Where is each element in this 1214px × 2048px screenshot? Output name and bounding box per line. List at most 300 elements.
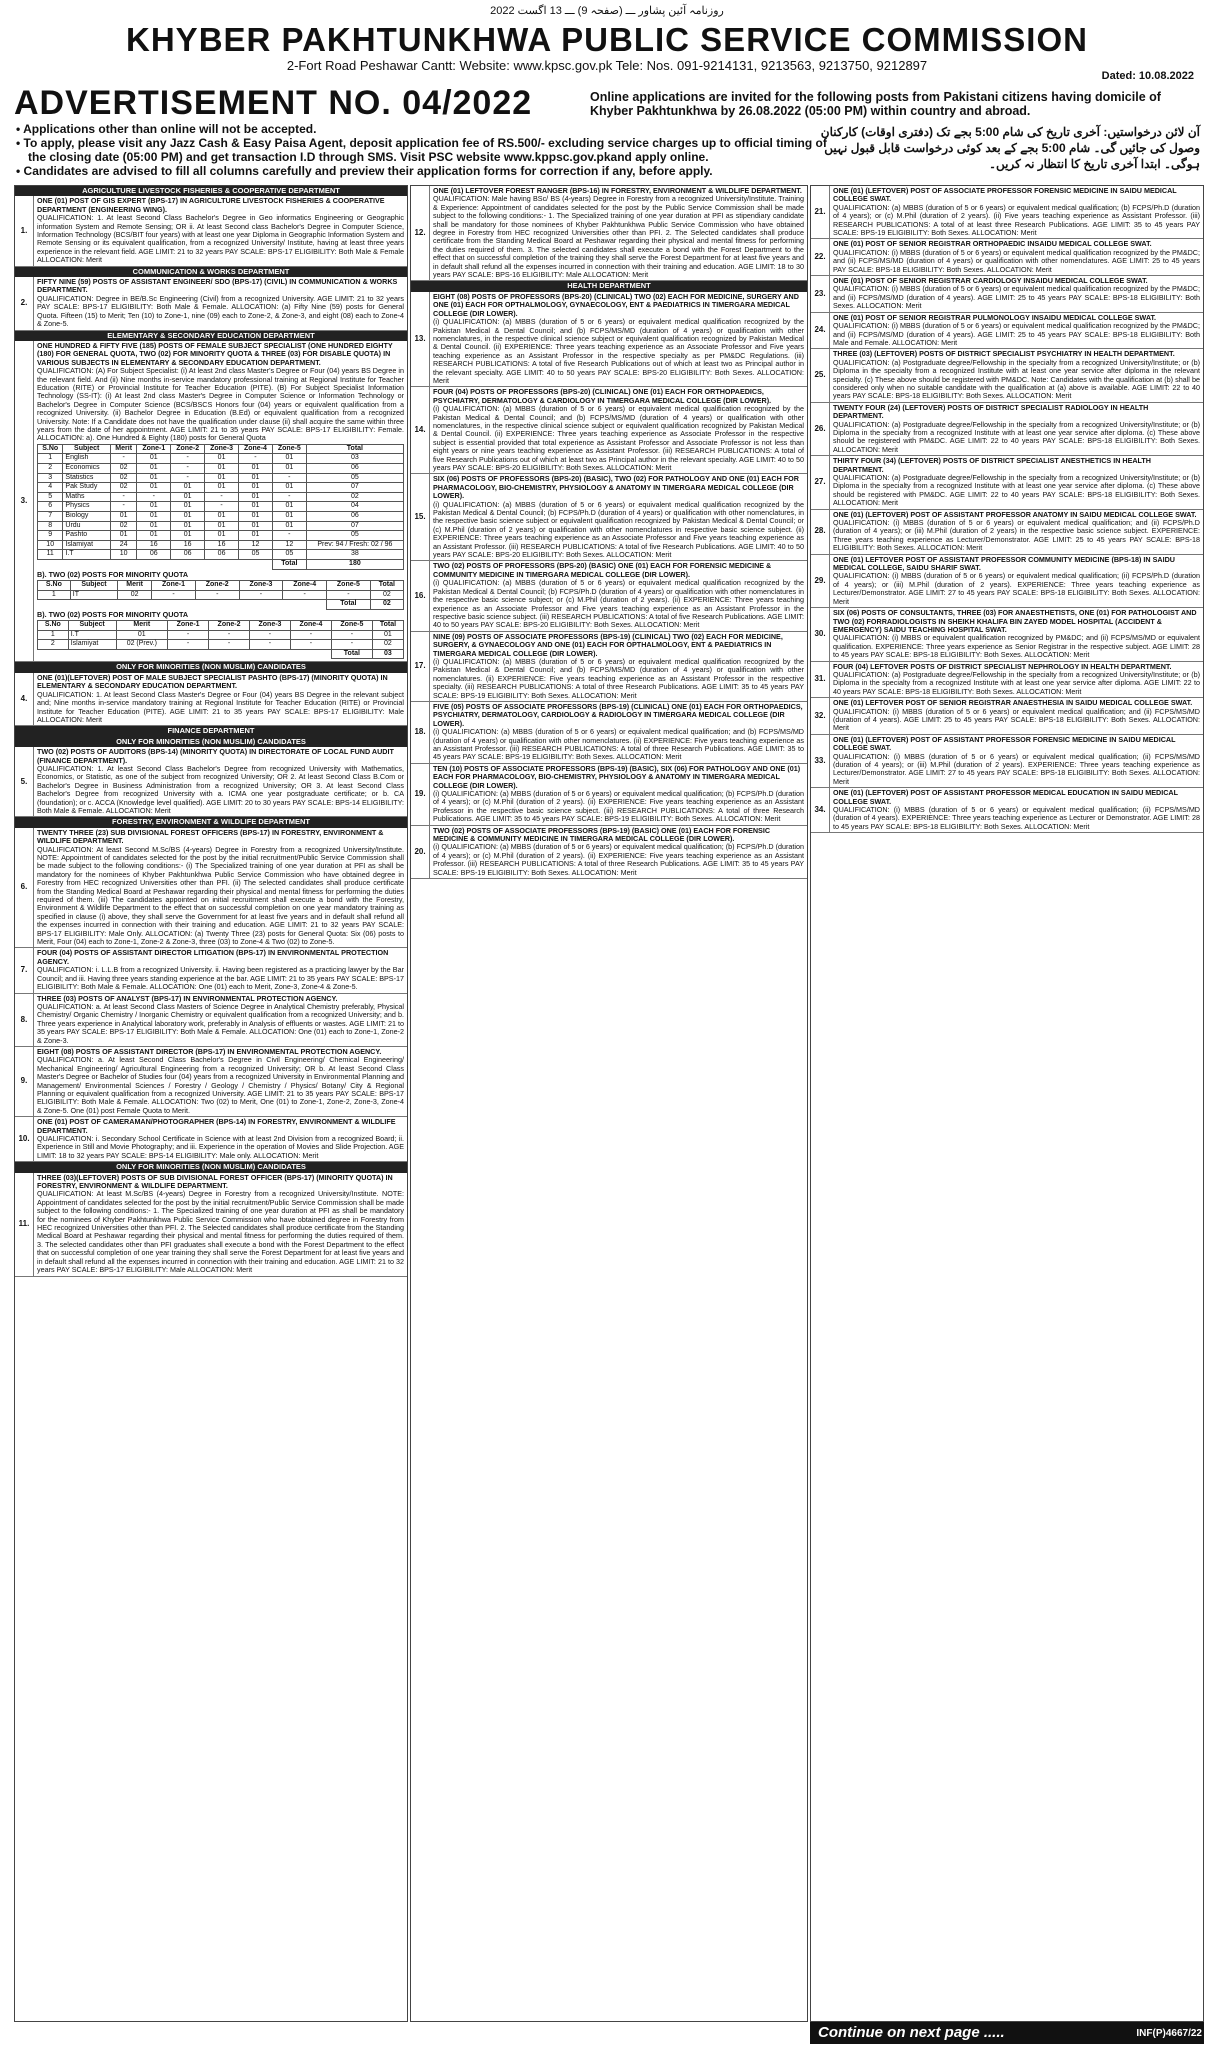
department-header: HEALTH DEPARTMENT — [411, 281, 807, 291]
post-entry — [15, 1047, 407, 1117]
post-number: 34. — [811, 788, 830, 832]
newspaper-dateline: روزنامہ آئین پشاور ـــ (صفحہ 9) ـــ 13 اگست 2022 — [490, 5, 724, 17]
table-row — [38, 463, 404, 473]
post-title: FIFTY NINE (59) POSTS OF ASSISTANT ENGINEER/ SDO (BPS-17) (CIVIL) IN COMMUNICATION & WORKS DEPARTMENT. — [37, 277, 398, 295]
post-title: FOUR (04) POSTS OF ASSISTANT DIRECTOR LITIGATION (BPS-17) IN ENVIRONMENTAL PROTECTION AGENCY. — [37, 948, 389, 966]
column-header: Total — [372, 621, 403, 631]
table-cell: - — [195, 590, 239, 600]
post-number: 13. — [411, 292, 430, 386]
post-number: 29. — [811, 555, 830, 607]
table-cell: 38 — [306, 550, 403, 560]
post-details: QUALIFICATION: (a) Postgraduate degree/Fellowship in the specialty from a recognized University/Institute; or (b) Diploma in the specialty from a recognized Institute with at least one year service after diploma in the relevant specialty. (c) These above should be registered with PM&DC. Note: Candidates with the qualification at (b) shall be considered only when no suitable candidate with the qualification at (a) above is available. AGE LIMIT: 22 to 40 years PAY SCALE: BPS-18 ELIGIBILITY: Both Sexes. ALLOCATION: Merit — [833, 357, 1200, 401]
post-details: QUALIFICATION: 1. At least Second Class Master's Degree or Four (04) years BS Degree in the relevant subject and; Nine months in-service mandatory training at Regional Institute for Teacher Education (RITE) or Provincial Institute for Teacher Education (PITE). AGE LIMIT: 21 to 35 years PAY SCALE: BPS-17 ELIGIBILITY: Male ALLOCATION: Merit — [37, 689, 404, 724]
table-cell: 05 — [239, 550, 273, 560]
post-details: QUALIFICATION: At least M.Sc/BS (4-years) Degree in Forestry from a recognized University/Institute. NOTE: Appointment of candidates selected for the post by the initial recruitment/Public Service Commission shall be made subject to the following conditions:- 1. The Specialized training of one year duration at PFI as shall be mandatory for the nominees of Khyber Pakhtunkhwa Public Service Commission who have obtained degree in Forestry from HEC recognized Universities other than PFI. 2. The Selected candidates shall produce certificate from the Standing Medical Board at Peshawar regarding their physical and mental fitness for performing the duties required of them. 3. The selected candidates other than PFI graduates shall execute a bond with the Forest Department to the effect that on successful completion of one year training they shall serve the Forest Department for at least five years and in default shall refund all the expenses incurred in connection with their training and education. AGE LIMIT: 21 to 32 years PAY SCALE: BPS-17 ELIGIBILITY: Male ALLOCATION: Merit — [37, 1189, 404, 1275]
table-cell — [38, 649, 332, 659]
post-number: 12. — [411, 186, 430, 280]
post-title: ONE (01)(LEFTOVER) POST OF MALE SUBJECT SPECIALIST PASHTO (BPS-17) (MINORITY QUOTA) IN ELEMENTARY & SECONDARY EDUCATION DEPARTMENT. — [37, 672, 388, 691]
post-details: QUALIFICATION: (a) Postgraduate degree/Fellowship in the specialty from a recognized University/Institute; or (b) Diploma in the specialty from a recognized Institute with at least one year service after diploma. (c) These above should be registered with PM&DC. AGE LIMIT: 22 to 40 years PAY SCALE: BPS-18 ELIGIBILITY: Both Sexes. ALLOCATION: Merit — [833, 419, 1200, 454]
post-title: ONE (01) POST OF SENIOR REGISTRAR CARDIOLOGY INSAIDU MEDICAL COLLEGE SWAT. — [833, 276, 1148, 286]
post-number: 26. — [811, 403, 830, 455]
table-cell: 1 — [38, 454, 63, 464]
table-cell: 02 — [110, 463, 136, 473]
post-number: 17. — [411, 632, 430, 701]
post-title: THREE (03) (LEFTOVER) POSTS OF DISTRICT SPECIALIST PSYCHIATRY IN HEALTH DEPARTMENT. — [833, 349, 1175, 359]
post-entry — [411, 764, 807, 826]
post-number: 3. — [15, 341, 34, 662]
post-entry — [811, 662, 1203, 699]
column-header: Zone-2 — [195, 580, 239, 590]
column-header: Subject — [70, 580, 117, 590]
post-number: 18. — [411, 702, 430, 763]
post-number: 6. — [15, 828, 34, 948]
table-cell: - — [290, 630, 331, 640]
table-total-cell: 180 — [306, 559, 403, 569]
post-number: 1. — [15, 196, 34, 265]
post-number: 28. — [811, 510, 830, 554]
table-cell: 10 — [110, 550, 136, 560]
column-header: S.No — [38, 580, 71, 590]
table-cell: - — [272, 531, 306, 541]
post-entry — [811, 456, 1203, 509]
post-number: 21. — [811, 186, 830, 238]
post-details: QUALIFICATION: (i) MBBS (duration of 5 or 6 years) or equivalent medical qualification; (ii) FCPS/MS/MD (duration of 4 years). EXPERIENCE: Three years teaching experience as Lecturer or Demonstrator. AGE LIMIT: 28 to 45 years PAY SCALE: BPS-18 ELIGIBILITY: Both Sexes. ALLOCATION: Merit — [833, 805, 1200, 831]
table-cell: 02 — [372, 640, 403, 650]
table-cell: 01 — [137, 502, 171, 512]
post-title: EIGHT (08) POSTS OF PROFESSORS (BPS-20) (CLINICAL) TWO (02) EACH FOR MEDICINE, SURGERY AND ONE (01) EACH FOR OPTHALMOLOGY, GYNAECOLOGY, ENT & PAEDIATRICS IN TIMERGARA MEDICAL COLLEGE (DIR LOWER). — [433, 291, 799, 318]
post-entry — [411, 186, 807, 281]
instructions — [14, 122, 844, 178]
post-title: ONE (01) POST OF SENIOR REGISTRAR PULMONOLOGY INSAIDU MEDICAL COLLEGE SWAT. — [833, 312, 1157, 322]
post-title: TEN (10) POSTS OF ASSOCIATE PROFESSORS (BPS-19) (BASIC), SIX (06) FOR PATHOLOGY AND ONE (01) EACH FOR PHARMACOLOGY, BIO-CHEMISTRY, PHYSIOLOGY & ANATOMY IN TIMERGARA MEDICAL COLLEGE (DIR LOWER). — [433, 763, 801, 790]
instruction-item: • To apply, please visit any Jazz Cash & Easy Paisa Agent, deposit application fee of RS.500/- excluding service charges up to official timing of the closing date (05:00 PM) and get transaction I.D through SMS. Visit PSC website www.kppsc.gov.pkand apply online. — [16, 136, 827, 164]
table-cell: 01 — [272, 502, 306, 512]
table-cell: 9 — [38, 531, 63, 541]
post-details: QUALIFICATION: (a) MBBS (duration of 5 or 6 years) or equivalent medical qualification; (b) FCPS/Ph.D (duration of 4 years); or (c) M.Phil (duration of 2 years). (ii) Five years teaching experience as Assistant Professor. (iii) RESEARCH PUBLICATIONS: A total of at least three Research Publications. AGE LIMIT: 35 to 45 years PAY SCALE: BPS-19 ELIGIBILITY: Both Sexes. ALLOCATION: Merit — [833, 202, 1200, 238]
table-cell: - — [110, 454, 136, 464]
post-entry — [811, 735, 1203, 788]
table-total-row — [38, 559, 404, 569]
table-cell: 11 — [38, 550, 63, 560]
urdu-note: آن لائن درخواستیں: آخری تاریخ کی شام 5:00 بجے تک (دفتری اوقات) کارکنان وصول کی جائیں گی۔ شام 5:00 بجے کے بعد کوئی درخواست قابل قبول نہیں ہوگی۔ ابتدا آخری تاریخ کا انتظار نہ کریں۔ — [820, 125, 1200, 171]
post-entry — [811, 510, 1203, 555]
table-cell: Economics — [63, 463, 111, 473]
table-cell: Maths — [63, 492, 111, 502]
table-cell: 01 — [205, 473, 239, 483]
table-cell: - — [209, 630, 250, 640]
post-entry — [811, 239, 1203, 276]
table-cell: 7 — [38, 511, 63, 521]
post-number: 19. — [411, 764, 430, 825]
table-cell: 01 — [239, 521, 273, 531]
column-header: Total — [370, 580, 403, 590]
table-cell: 01 — [171, 521, 205, 531]
post-details: QUALIFICATION: i. L.L.B from a recognized University. ii. Having been registered as a practicing lawyer by the Bar Council; and iii. Having three years standing experience at the bar. AGE LIMIT: 21 to 35 years PAY SCALE: BPS-17 ELIGIBILITY: Both Male & Female. ALLOCATION: One (01) each to Merit, Zone-3, Zone-4 & Zone-5. — [37, 965, 404, 992]
table-cell: 02 (Prev.) — [116, 640, 168, 650]
table-total-cell: Total — [272, 559, 306, 569]
post-details: QUALIFICATION: (i) MBBS (duration of 5 or 6 years) or equivalent medical qualification; and (ii) FCPS/MS/MD (duration of 4 years). AGE LIMIT: 25 to 45 years PAY SCALE: BPS-18 ELIGIBILITY: Both Sexes. ALLOCATION: Merit — [833, 706, 1200, 733]
post-details: QUALIFICATION: (i) MBBS (duration of 5 or 6 years) or equivalent medical qualification recognized by the PM&DC; and (ii) FCPS/MS/MD (duration of 4 years). AGE LIMIT: 25 to 45 years PAY SCALE: BPS-18 ELIGIBILITY: Both Male and Female. ALLOCATION: Merit — [833, 321, 1200, 347]
department-header: ELEMENTARY & SECONDARY EDUCATION DEPARTMENT — [15, 331, 407, 341]
table-cell: 02 — [110, 483, 136, 493]
table-total-row — [38, 600, 404, 610]
reference-number: INF(P)4667/22 — [1136, 2028, 1202, 2039]
table-cell: - — [152, 590, 196, 600]
table-cell: - — [205, 492, 239, 502]
column-header: Subject — [63, 444, 111, 454]
post-title: ONE (01) POST OF GIS EXPERT (BPS-17) IN AGRICULTURE LIVESTOCK FISHERIES & COOPERATIVE DEPARTMENT (ENGINEERING WING). — [37, 196, 385, 214]
table-cell: 01 — [205, 511, 239, 521]
table-cell: - — [137, 492, 171, 502]
table-cell: 01 — [205, 521, 239, 531]
column-header: Zone-2 — [209, 621, 250, 631]
table-cell: 01 — [205, 531, 239, 541]
table-cell: 01 — [239, 463, 273, 473]
post-title: FOUR (04) POSTS OF PROFESSORS (BPS-20) (CLINICAL) ONE (01) EACH FOR ORTHOPAEDICS, PSYCHIATRY, DERMATOLOGY & CARDIOLOGY IN TIMERGARA MEDICAL COLLEGE (DIR LOWER). — [433, 387, 772, 405]
post-number: 11. — [15, 1173, 34, 1276]
post-details: QUALIFICATION: (i) MBBS (duration of 5 or 6 years) or equivalent medical qualification; (ii) FCPS/Ph.D (duration of 4 years); or (iii) M.Phil (duration of 2 years). EXPERIENCE: Three years teaching experience as Lecturer/Demonstrator. AGE LIMIT: 27 to 45 years PAY SCALE: BPS-18 ELIGIBILITY: Both Sexes. ALLOCATION: Merit — [833, 571, 1200, 606]
column-header: Zone-4 — [290, 621, 331, 631]
table-cell: 05 — [306, 473, 403, 483]
post-details: QUALIFICATION: (i) MBBS (duration of 5 or 6 years) or equivalent medical qualification recognized by the PM&DC; and (ii) FCPS/MS/MD (duration of 4 years) or qualification with other nomenclatures. AGE LIMIT: 25 to 45 years PAY SCALE: BPS-18 ELIGIBILITY: Both Sexes. ALLOCATION: Merit — [833, 247, 1200, 274]
table-cell: 01 — [171, 483, 205, 493]
table-row — [38, 540, 404, 550]
post-title: ONE (01) (LEFTOVER) POST OF ASSISTANT PROFESSOR FORENSIC MEDICINE IN SAIDU MEDICAL COLLEGE SWAT. — [833, 734, 1176, 753]
table-row — [38, 531, 404, 541]
post-entry — [411, 292, 807, 387]
table-cell: 01 — [110, 531, 136, 541]
post-entry — [411, 702, 807, 764]
table-cell: 01 — [272, 511, 306, 521]
table-cell: - — [209, 640, 250, 650]
post-details: QUALIFICATION: Degree in BE/B.Sc Engineering (Civil) from a recognized University. AGE LIMIT: 21 to 32 years PAY SCALE: BPS-17 ELIGIBILITY: Both Male & Female. ALLOCATION: (a) Fifty Nine (59) posts for General Quota. Fifteen (15) to Merit; Ten (10) to Zone-1, nine (09) each to Zone-2, & Zone-3, and eight (08) each to Zone-4 & Zone-5. — [37, 293, 404, 329]
table-cell: 3 — [38, 473, 63, 483]
masthead — [14, 22, 1200, 74]
table-cell: 01 — [171, 511, 205, 521]
column-header: Zone-3 — [205, 444, 239, 454]
table-cell: - — [171, 454, 205, 464]
table-cell: 05 — [306, 531, 403, 541]
table-cell: 01 — [239, 483, 273, 493]
table-cell: - — [168, 630, 209, 640]
post-details: QUALIFICATION: a. At least Second Class Masters of Science Degree in Analytical Chemistry preferably, Physical Chemistry/ Organic Chemistry / Inorganic Chemistry or equivalent qualification from a recognized University; and b. Three years experience in Analytical laboratory work, preferably in Analysis of effluents or wastes. AGE LIMIT: 21 to 35 years PAY SCALE: BPS-17 ELIGIBILITY: Both Male & Female. ALLOCATION: One (01) each to Zone-1, Zone-2 & Zone-3. — [37, 1001, 404, 1045]
table-cell: 5 — [38, 492, 63, 502]
post-title: THREE (03) POSTS OF ANALYST (BPS-17) IN ENVIRONMENTAL PROTECTION AGENCY. — [37, 993, 338, 1003]
table-row — [38, 492, 404, 502]
table-cell: 01 — [137, 463, 171, 473]
post-details: QUALIFICATION: (A) For Subject Specialist: (i) At least 2nd class Master's Degree or Four (04) years BS Degree in the relevant field. And (ii) Nine months in-service mandatory professional training at Regional Institute for Teacher Education (RITE) or Provincial Institute for Teacher Education (PITE). (B) For Subject Specialist Information Technology (SS-IT): (i) At least 2nd class Master's Degree in Computer Science or Information Technology or Bachelor's Degree in Computer Science (BCS/BSCS Honors four (04) years or equivalent qualification from a recognized University. (ii) Bachelor Degree in Education (B.Ed) or equivalent qualification from a recognized University. Note: If a Candidate does not have the qualification under clause (ii) shall acquire the same within three years from the date of her appointment. AGE LIMIT: 21 to 35 years PAY SCALE: BPS-17 ELIGIBILITY: Female. ALLOCATION: a). One Hundred & Eighty (180) posts for General Quota — [37, 366, 404, 443]
table-cell: Pak Study — [63, 483, 111, 493]
post-details: (i) QUALIFICATION: (a) MBBS (duration of 5 or 6 years) or equivalent medical qualification recognized by the Pakistan Medical & Dental Council; (b) FCPS/Ph.D (duration of 4 years) or qualification with other nomenclatures in the respective basic science subject; or (c) M.Phil (duration of 2 years). (ii) EXPERIENCE: Three years teaching experience as an Associate Professor and Five years teaching experience as an Assistant Professor in the respective basic science subject. (iii) RESEARCH PUBLICATIONS: A total of five Research Publications. AGE LIMIT: 40 to 50 years PAY SCALE: BPS-20 ELIGIBILITY: Both Sexes. ALLOCATION: Merit — [433, 578, 804, 630]
post-details: QUALIFICATION: (i) MBBS (duration of 5 or 6 years) or equivalent medical qualification; and (ii) FCPS/Ph.D (duration of 4 years); or (iii) M.Phil (duration of 2 years) in the respective basic science subject. EXPERIENCE: Three years teaching experience as Lecturer/Demonstrator. AGE LIMIT: 25 to 45 years PAY SCALE: BPS-18 ELIGIBILITY: Both Sexes. ALLOCATION: Merit — [833, 518, 1200, 553]
post-number: 25. — [811, 349, 830, 401]
table-row — [38, 511, 404, 521]
post-details: QUALIFICATION: Male having BSc/ BS (4-years) Degree in Forestry from a recognized University/Institute. Training & Experience: Appointment of candidates selected for the post by the Public Service Commission shall be made subject to the following conditions:- 1. The Specialized training of one year duration at PFI as stipendiary candidate shall be mandatory for those nominees of Khyber Pakhtunkhwa Public Service Commission who have obtained degree in Forestry from HEC recognized Universities other than PFI. 2. The Selected candidates shall produce certificate from the Standing Medical Board at Peshawar regarding their physical and mental fitness for performing the duties required of them. 3. The selected candidates shall execute a bond with the Forest Department to the effect that on successful completion of the training they shall serve the Forest Department for at least five years and in default shall refund all the expenses incurred in connection with their training and education. AGE LIMIT: 18 to 30 years PAY SCALE: BPS-16 ELIGIBILITY: Male ALLOCATION: Merit — [433, 194, 804, 280]
post-details: (i) QUALIFICATION: (a) MBBS (duration of 5 or 6 years) or equivalent medical qualification recognized by the Pakistan Medical & Dental Council; and (b) FCPS/MS/MD (duration of 4 years) or qualification with other nomenclatures. (ii) EXPERIENCE: Five years teaching experience as an Assistant Professor in the respective specialty. (iii) RESEARCH PUBLICATIONS: A total of three Research Publications. AGE LIMIT: 35 to 45 years PAY SCALE: BPS-19 ELIGIBILITY: Both Sexes. ALLOCATION: Merit — [433, 656, 804, 700]
table-row — [38, 630, 404, 640]
post-entry — [15, 948, 407, 993]
table-cell: Biology — [63, 511, 111, 521]
column-1 — [14, 185, 408, 2022]
post-number: 5. — [15, 747, 34, 816]
column-header: Zone-4 — [283, 580, 327, 590]
table-cell: 01 — [239, 502, 273, 512]
table-cell: 01 — [239, 473, 273, 483]
table-cell: 01 — [116, 630, 168, 640]
post-entry — [411, 387, 807, 474]
post-number: 2. — [15, 277, 34, 329]
column-header: Zone-3 — [239, 580, 283, 590]
column-header: Merit — [116, 621, 168, 631]
table-cell: - — [272, 492, 306, 502]
post-entry — [15, 277, 407, 330]
table-cell: Physics — [63, 502, 111, 512]
post-details: (i) QUALIFICATION: (a) MBBS (duration of 5 or 6 years) or equivalent medical qualification recognized by the Pakistan Medical & Dental Council; and (b) FCPS/MS/MD (duration of 4 years) or qualification with other nomenclatures, in the respective clinical science subject or equivalent qualification recognized by Pakistan Medical & Dental Council. (ii) EXPERIENCE: Three years teaching experience as Associate Professor in the respective subject is essential provided that total experience as Assistant Professor and Associate Professor is not less than eight years or nine years teaching experience as Assistant Professor. (iii) RESEARCH PUBLICATIONS: A total of five Research Publications out of which at least two as Principal author in the relevant specialty. AGE LIMIT: 40 to 50 years PAY SCALE: BPS-20 ELIGIBILITY: Both Sexes. ALLOCATION: Merit — [433, 404, 804, 472]
column-header: Zone-3 — [250, 621, 291, 631]
post-entry — [411, 632, 807, 702]
post-entry — [15, 994, 407, 1047]
table-cell: 01 — [137, 454, 171, 464]
post-number: 16. — [411, 561, 430, 630]
table-cell: 12 — [272, 540, 306, 550]
post-number: 9. — [15, 1047, 34, 1116]
table-cell: - — [283, 590, 327, 600]
table-cell: 10 — [38, 540, 63, 550]
table-cell: 01 — [137, 531, 171, 541]
table-cell: 06 — [205, 550, 239, 560]
table-total-cell: 02 — [370, 600, 403, 610]
post-title: TWO (02) POSTS OF ASSOCIATE PROFESSORS (BPS-19) (BASIC) ONE (01) EACH FOR FORENSIC MEDICINE & COMMUNITY MEDICINE IN TIMERGARA MEDICAL COLLEGE (DIR LOWER). — [433, 825, 771, 844]
continue-banner: Continue on next page ..... — [810, 2022, 1204, 2044]
post-entry — [811, 313, 1203, 350]
table-cell: - — [327, 590, 371, 600]
department-header: ONLY FOR MINORITIES (NON MUSLIM) CANDIDATES — [15, 662, 407, 672]
table-total-row — [38, 649, 404, 659]
table-cell: - — [239, 590, 283, 600]
post-title: ONE (01) LEFTOVER POST OF ASSISTANT PROFESSOR COMMUNITY MEDICINE (BPS-18) IN SAIDU MEDICAL COLLEGE, SAIDU SHARIF SWAT. — [833, 554, 1175, 573]
column-header: Zone-1 — [152, 580, 196, 590]
post-title: EIGHT (08) POSTS OF ASSISTANT DIRECTOR (BPS-17) IN ENVIRONMENTAL PROTECTION AGENCY. — [37, 1046, 382, 1056]
table-caption: B). TWO (02) POSTS FOR MINORITY QUOTA — [37, 609, 189, 619]
post-number: 33. — [811, 735, 830, 787]
post-entry — [15, 747, 407, 817]
column-header: Zone-4 — [239, 444, 273, 454]
column-header: Zone-1 — [168, 621, 209, 631]
table-cell: 02 — [118, 590, 152, 600]
post-number: 10. — [15, 1117, 34, 1161]
post-entry — [15, 341, 407, 663]
allocation-table-general — [37, 444, 404, 570]
post-entry — [811, 608, 1203, 661]
allocation-table-minority — [37, 580, 404, 610]
table-cell: 06 — [306, 511, 403, 521]
table-cell: 06 — [171, 550, 205, 560]
post-title: NINE (09) POSTS OF ASSOCIATE PROFESSORS (BPS-19) (CLINICAL) TWO (02) EACH FOR MEDICINE, SURGERY, & GYNAECOLOGY AND ONE (01) EACH FOR OPTHALMOLOGY, ENT & PAEDIATRICS IN TIMERGARA MEDICAL COLLEGE (DIR LOWER). — [433, 631, 783, 658]
table-cell: Islamiyat — [63, 540, 111, 550]
department-header: FINANCE DEPARTMENT — [15, 726, 407, 736]
table-caption: B). TWO (02) POSTS FOR MINORITY QUOTA — [37, 569, 189, 579]
table-cell: - — [272, 473, 306, 483]
table-header-row — [38, 444, 404, 454]
post-number: 27. — [811, 456, 830, 508]
post-title: TWO (02) POSTS OF PROFESSORS (BPS-20) (BASIC) ONE (01) EACH FOR FORENSIC MEDICINE & COMMUNITY MEDICINE IN TIMERGARA MEDICAL COLLEGE (DIR LOWER). — [433, 561, 772, 579]
table-cell: Pashto — [63, 531, 111, 541]
post-details: QUALIFICATION: (i) MBBS (duration of 5 or 6 years) or equivalent medical qualification; (ii) FCPS/MS/MD (duration of 4 years); or (iii) M.Phil (duration of 2 years). EXPERIENCE: Three years teaching experience as Lecturer/Demonstrator. AGE LIMIT: 27 to 45 years PAY SCALE: BPS-18 ELIGIBILITY: Both Sexes. ALLOCATION: Merit — [833, 751, 1200, 786]
department-header: FORESTRY, ENVIRONMENT & WILDLIFE DEPARTMENT — [15, 817, 407, 827]
post-entry — [811, 276, 1203, 313]
department-header: COMMUNICATION & WORKS DEPARTMENT — [15, 267, 407, 277]
table-cell: 01 — [137, 483, 171, 493]
post-number: 7. — [15, 948, 34, 992]
post-title: ONE HUNDRED & FIFTY FIVE (185) POSTS OF FEMALE SUBJECT SPECIALIST (ONE HUNDRED EIGHTY (180) FOR GENERAL QUOTA, TWO (02) FOR MINORITY QUOTA & THREE (03) FOR DISABLE QUOTA) IN VARIOUS SUBJECTS IN ELEMENTARY & SECONDARY EDUCATION DEPARTMENT. — [37, 340, 393, 367]
table-row — [38, 640, 404, 650]
table-cell: - — [168, 640, 209, 650]
table-cell — [38, 559, 273, 569]
table-cell: 01 — [272, 463, 306, 473]
post-entry — [811, 403, 1203, 456]
table-cell: 12 — [239, 540, 273, 550]
post-details: QUALIFICATION: i. Secondary School Certificate in Science with at least 2nd Division from a recognized Board; ii. Experience in Still and Movie Photography; and iii. Experience in the operation of Movies and Slide Projection. AGE LIMIT: 18 to 32 years PAY SCALE: BPS-14 ELIGIBILITY: Male only. ALLOCATION: Merit — [37, 1134, 404, 1160]
table-cell: 01 — [372, 630, 403, 640]
table-cell: English — [63, 454, 111, 464]
post-title: THREE (03)(LEFTOVER) POSTS OF SUB DIVISIONAL FOREST OFFICER (BPS-17) (MINORITY QUOTA) IN FORESTRY, ENVIRONMENT & WILDLIFE DEPARTMENT. — [37, 1172, 393, 1191]
department-header: ONLY FOR MINORITIES (NON MUSLIM) CANDIDATES — [15, 1162, 407, 1172]
table-cell: 2 — [38, 640, 69, 650]
table-cell: 07 — [306, 521, 403, 531]
table-cell: - — [290, 640, 331, 650]
table-cell: 2 — [38, 463, 63, 473]
post-title: THIRTY FOUR (34) (LEFTOVER) POSTS OF DISTRICT SPECIALIST ANESTHETICS IN HEALTH DEPARTMENT. — [833, 456, 1151, 474]
table-cell: 01 — [205, 483, 239, 493]
post-title: FOUR (04) LEFTOVER POSTS OF DISTRICT SPECIALIST NEPHROLOGY IN HEALTH DEPARTMENT. — [833, 661, 1172, 671]
post-entry — [811, 698, 1203, 735]
table-cell: 01 — [171, 502, 205, 512]
post-entry — [811, 186, 1203, 239]
table-cell: 01 — [272, 454, 306, 464]
post-details: (i) QUALIFICATION: (a) MBBS (duration of 5 or 6 years) or equivalent medical qualification recognized by the Pakistan Medical & Dental Council; and (b) FCPS/MS/MD (duration of 4 years) or qualification with other nomenclatures, in the respective clinical science subject or equivalent qualification recognized by Pakistan Medical & Dental Council. (ii) EXPERIENCE: Three years teaching experience as an Associate Professor and Five years teaching experience as an Assistant Professor in the respective specialty as per PM&DC Regulations. (iii) RESEARCH PUBLICATIONS: A total of five Research Publications out of which at least two as Principal author in the relevant specialty. AGE LIMIT: 40 to 50 years PAY SCALE: BPS-20 ELIGIBILITY: Both Sexes. ALLOCATION: Merit — [433, 317, 804, 385]
post-entry — [15, 828, 407, 949]
advert-date: Dated: 10.08.2022 — [1101, 70, 1194, 82]
post-title: ONE (01) LEFTOVER POST OF SENIOR REGISTRAR ANAESTHESIA IN SAIDU MEDICAL COLLEGE SWAT. — [833, 698, 1193, 708]
table-cell: 16 — [171, 540, 205, 550]
table-cell: I.T — [63, 550, 111, 560]
table-cell: 01 — [272, 483, 306, 493]
table-cell: - — [171, 463, 205, 473]
table-cell: 01 — [110, 511, 136, 521]
table-row — [38, 502, 404, 512]
table-cell: 01 — [272, 521, 306, 531]
post-title: ONE (01) (LEFTOVER) POST OF ASSOCIATE PROFESSOR FORENSIC MEDICINE IN SAIDU MEDICAL COLLEGE SWAT. — [833, 186, 1177, 204]
table-cell: 02 — [370, 590, 403, 600]
table-cell: - — [250, 630, 291, 640]
post-title: ONE (01) LEFTOVER FOREST RANGER (BPS-16) IN FORESTRY, ENVIRONMENT & WILDLIFE DEPARTMENT. — [433, 186, 802, 195]
post-entry — [411, 561, 807, 631]
table-cell: 01 — [239, 531, 273, 541]
post-details: QUALIFICATION: (a) Postgraduate degree/Fellowship in the specialty from a recognized University/Institute; or (b) Diploma in the specialty from a recognized Institute with at least one year service after diploma. AGE LIMIT: 22 to 40 years PAY SCALE: BPS-18 ELIGIBILITY: Both Sexes. ALLOCATION: Merit — [833, 669, 1200, 696]
post-number: 8. — [15, 994, 34, 1046]
table-cell: 04 — [306, 502, 403, 512]
post-entry — [15, 673, 407, 726]
post-entry — [811, 349, 1203, 402]
post-title: SIX (06) POSTS OF PROFESSORS (BPS-20) (BASIC), TWO (02) FOR PATHOLOGY AND ONE (01) EACH FOR PHARMACOLOGY, BIO-CHEMISTRY, PHYSIOLOGY & ANATOMY IN TIMERGARA MEDICAL COLLEGE (DIR LOWER). — [433, 474, 799, 501]
post-entry — [811, 788, 1203, 833]
post-number: 23. — [811, 276, 830, 312]
table-row — [38, 454, 404, 464]
column-header: Merit — [110, 444, 136, 454]
post-details: QUALIFICATION: 1. At least Second Class Bachelor's Degree in Geo informatics Engineering or Geographic information System and Remote Sensing; OR ii. At least Second class Bachelor's Degree in Computer Science, Information Technology (BCS/BIT four years) with at least one year Diploma in Geographic Information System and Remote Sensing or its equivalent qualification, from a recognized University/ Institute, having at least three years experience in the relevant field. AGE LIMIT: 21 to 32 years PAY SCALE: BPS-17 ELIGIBILITY: Both Male & Female ALLOCATION: Merit — [37, 213, 404, 265]
post-number: 32. — [811, 698, 830, 734]
post-details: QUALIFICATION: (a) Postgraduate degree/Fellowship in the specialty from a recognized University/Institute; or (b) Diploma in the specialty from a recognized Institute with at least one year service after diploma. (c) These above should be registered with PM&DC. AGE LIMIT: 22 to 40 years PAY SCALE: BPS-18 ELIGIBILITY: Both Sexes. ALLOCATION: Merit — [833, 473, 1200, 508]
table-total-cell: 03 — [372, 649, 403, 659]
post-number: 22. — [811, 239, 830, 275]
column-header: Zone-2 — [171, 444, 205, 454]
table-cell: 1 — [38, 630, 69, 640]
table-row — [38, 521, 404, 531]
post-details: (i) QUALIFICATION: (a) MBBS (duration of 5 or 6 years) or equivalent medical qualification; (b) FCPS/Ph.D (duration of 4 years); or (c) M.Phil (duration of 2 years). (ii) EXPERIENCE: Five years teaching experience as an Assistant Professor in the respective basic science subject. (iii) RESEARCH PUBLICATIONS: A total of three Research Publications. AGE LIMIT: 35 to 45 years PAY SCALE: BPS-19 ELIGIBILITY: Both Sexes. ALLOCATION: Merit — [433, 789, 804, 824]
post-entry — [15, 1117, 407, 1162]
post-title: TWENTY THREE (23) SUB DIVISIONAL FOREST OFFICERS (BPS-17) IN FORESTRY, ENVIRONMENT & WILDLIFE DEPARTMENT. — [37, 827, 384, 846]
column-header: Zone-5 — [327, 580, 371, 590]
table-cell: 01 — [171, 531, 205, 541]
commission-title: KHYBER PAKHTUNKHWA PUBLIC SERVICE COMMISSION — [126, 21, 1088, 58]
table-cell: Statistics — [63, 473, 111, 483]
table-cell: 1 — [38, 590, 71, 600]
column-header: Subject — [68, 621, 116, 631]
column-header: S.No — [38, 444, 63, 454]
table-cell: 07 — [306, 483, 403, 493]
post-entry — [411, 474, 807, 561]
instruction-item: • Candidates are advised to fill all columns carefully and preview their application forms for correction if any, before apply. — [16, 164, 713, 178]
department-header: ONLY FOR MINORITIES (NON MUSLIM) CANDIDATES — [15, 737, 407, 747]
table-cell: - — [239, 454, 273, 464]
post-details: QUALIFICATION: 1. At least Second Class Bachelor's Degree from recognized University with Mathematics, Economics, or Statistic, as one of the subject from recognized University; OR 2. At least Second Class B.Com or Bachelor's Degree in Business Administration from a recognized University; OR 3. At least Second Class Bachelor's Degree from recognized University with a. ICMA one year postgraduate certificate; or b. CA (foundation); or c. ACCA (Knowledge level qualified). AGE LIMIT: 20 to 30 years PAY SCALE: BPS-14 ELIGIBILITY: Both Male & Female. ALLOCATION: Merit — [37, 763, 404, 815]
column-3 — [810, 185, 1204, 2022]
post-number: 30. — [811, 608, 830, 660]
table-cell: 01 — [239, 511, 273, 521]
table-cell: - — [110, 502, 136, 512]
table-cell: 06 — [137, 550, 171, 560]
post-entry — [811, 555, 1203, 608]
post-entry — [15, 1173, 407, 1277]
table-cell: 01 — [205, 454, 239, 464]
post-title: TWO (02) POSTS OF AUDITORS (BPS-14) (MINORITY QUOTA) IN DIRECTORATE OF LOCAL FUND AUDIT (FINANCE DEPARTMENT). — [37, 747, 394, 765]
table-cell: 02 — [306, 492, 403, 502]
post-details: QUALIFICATION: a. At least Second Class Bachelor's Degree in Civil Engineering/ Chemical Engineering/ Mechanical Engineering/ Agricultural Engineering from a recognized University; OR b. At least Second Class Master's Degree or Bachelor of Studies four (04) years from a recognized University in Environmental Planning and Management/ Environmental Sciences / Forestry / Geology / Chemistry / Physics/ Botany/ City & Regional Planning or equivalent qualification from a recognized University. AGE LIMIT: 21 to 35 years PAY SCALE: BPS-17 ELIGIBILITY: Both Male & Female. ALLOCATION: Two (02) to Merit, One (01) to Zone-1, Zone-2, Zone-3, Zone-4 & Zone-5. One (01) post Female Quota to Merit. — [37, 1055, 404, 1115]
allocation-table-disable — [37, 620, 404, 659]
post-details: QUALIFICATION: At least Second M.Sc/BS (4-years) Degree in Forestry from a recognized University/Institute. NOTE: Appointment of candidates selected for the post by the initial recruitment/Public Service Commission shall be made subject to the following conditions:- (i) The Specialized training of one year duration at PFI as shall be mandatory for the nominees of Khyber Pakhtunkhwa Public Service Commission who have obtained degree in Forestry from HEC recognized Universities other than PFI. (ii) The selected candidates shall produce certificate from the Standing Medical Board at Peshawar regarding their physical and mental fitness for performing the duties required of them. (iii) The candidates appointed on initial recruitment shall execute a bond with the Forestry, Environment & Wildlife Department to the effect that on successful completion on one year mandatory training as specified in clause (i) above, they shall serve the Government for at least five years and in default shall refund all the expenses incurred in connection with their training and education. AGE LIMIT: 21 to 32 years PAY SCALE: BPS-17 ELIGIBILITY: Male Only. ALLOCATION: (a) Twenty Three (23) posts for General Quota: Six (06) posts to Merit, Four (04) each to Zone-1, Zone-2 & Zone-3, three (03) to Zone-4 & Two (02) to Zone-5. — [37, 844, 404, 947]
table-cell: - — [205, 502, 239, 512]
table-cell: 16 — [137, 540, 171, 550]
table-cell: 01 — [205, 463, 239, 473]
table-cell: - — [250, 640, 291, 650]
post-title: ONE (01) POST OF CAMERAMAN/PHOTOGRAPHER (BPS-14) IN FORESTRY, ENVIRONMENT & WILDLIFE DEPARTMENT. — [37, 1117, 396, 1135]
column-2 — [410, 185, 808, 2022]
post-details: QUALIFICATION: (i) MBBS (duration of 5 or 6 years) or equivalent medical qualification recognized by the PM&DC; and (ii) FCPS/MS/MD (duration of 4 years). AGE LIMIT: 25 to 45 years PAY SCALE: BPS-18 ELIGIBILITY: Both Sexes. ALLOCATION: Merit — [833, 284, 1200, 311]
post-entry — [411, 826, 807, 879]
instruction-item: • Applications other than online will not be accepted. — [16, 122, 317, 136]
table-cell: 16 — [205, 540, 239, 550]
post-details: (i) QUALIFICATION: (a) MBBS (duration of 5 or 6 years) or equivalent medical qualification recognized by the Pakistan Medical & Dental Council; (b) FCPS/Ph.D (duration of 4 years) or qualification with other nomenclatures, in the respective basic science subject or equivalent qualification recognized by Pakistan Medical & Dental Council; or (c) M.Phil (duration of 2 years) or qualification with other nomenclatures in respective basic science subject. (ii) EXPERIENCE: Three years teaching experience as an Associate Professor and Five years teaching experience as an Assistant Professor. (iii) RESEARCH PUBLICATIONS: A total of five Research Publications. AGE LIMIT: 40 to 50 years PAY SCALE: BPS-20 ELIGIBILITY: Both Sexes. ALLOCATION: Merit — [433, 499, 804, 560]
table-cell: 6 — [38, 502, 63, 512]
table-header-row — [38, 580, 404, 590]
table-total-cell: Total — [327, 600, 371, 610]
post-entry — [15, 196, 407, 266]
table-cell: Urdu — [63, 521, 111, 531]
table-cell: - — [331, 630, 372, 640]
table-cell: 06 — [306, 463, 403, 473]
post-number: 14. — [411, 387, 430, 473]
commission-address: 2-Fort Road Peshawar Cantt: Website: www.kpsc.gov.pk Tele: Nos. 091-9214131, 9213563, 9213750, 9212897 — [286, 58, 928, 73]
